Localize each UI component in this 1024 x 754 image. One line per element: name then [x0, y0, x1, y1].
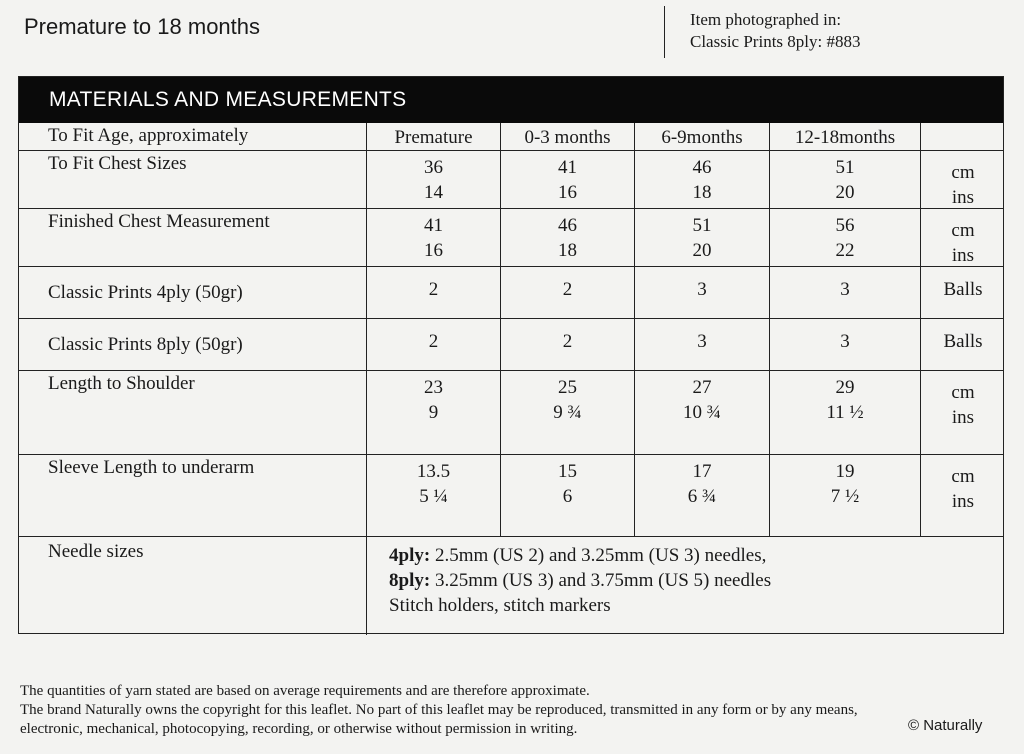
value-line: 23 — [424, 377, 443, 398]
value-line: 3 — [840, 279, 850, 300]
value-line: 9 ¾ — [553, 402, 582, 423]
row-label: Classic Prints 8ply (50gr) — [48, 334, 243, 355]
value-line: 2 — [562, 331, 573, 352]
page-title: Premature to 18 months — [24, 14, 261, 39]
value-line: 22 — [835, 240, 855, 261]
unit-line: cm — [951, 466, 975, 487]
value-cell — [500, 319, 634, 371]
table-row — [19, 150, 1003, 209]
value-cell — [769, 371, 920, 455]
table-row — [19, 370, 1003, 455]
value-line: 11 ½ — [826, 402, 864, 423]
value-cell — [366, 151, 500, 209]
value-cell — [769, 267, 920, 319]
value-line: 2 — [428, 331, 439, 352]
table-row — [19, 266, 1003, 319]
value-cell — [500, 267, 634, 319]
unit-header — [920, 123, 1005, 150]
value-line: 6 — [562, 486, 573, 507]
unit-cell — [920, 371, 1005, 455]
value-cell — [500, 371, 634, 455]
unit-cell — [920, 455, 1005, 537]
materials-table — [18, 76, 1004, 634]
row-label: Sleeve Length to underarm — [48, 457, 255, 478]
row-label: Classic Prints 4ply (50gr) — [48, 282, 243, 303]
value-cell — [769, 319, 920, 371]
value-line: 5 ¼ — [419, 486, 448, 507]
value-line: 3 — [697, 279, 707, 300]
needles-8ply-label: 8ply: — [389, 570, 431, 591]
table-banner: MATERIALS AND MEASUREMENTS — [19, 77, 1003, 123]
footer-notes — [20, 682, 1010, 739]
value-line: 41 — [424, 215, 443, 236]
row-label: To Fit Chest Sizes — [48, 153, 187, 174]
value-line: 56 — [835, 215, 855, 236]
value-line: 51 — [692, 215, 712, 236]
unit-line: cm — [951, 220, 975, 241]
value-cell — [769, 209, 920, 267]
value-line: 20 — [835, 182, 855, 203]
value-cell — [500, 209, 634, 267]
table-row — [19, 536, 1003, 635]
needles-label: Needle sizes — [48, 541, 144, 562]
value-line: 14 — [424, 182, 443, 203]
needles-4ply-label: 4ply: — [389, 545, 431, 566]
needles-8ply-text: 3.25mm (US 3) and 3.75mm (US 5) needles — [430, 570, 772, 591]
unit-cell — [920, 209, 1005, 267]
needles-text — [366, 537, 1005, 635]
table-row — [19, 454, 1003, 537]
value-cell — [769, 151, 920, 209]
unit-line: ins — [951, 187, 975, 208]
needles-line-3: Stitch holders, stitch markers — [389, 595, 611, 616]
value-line: 18 — [558, 240, 577, 261]
value-cell — [634, 319, 769, 371]
needles-line-1 — [389, 543, 1005, 568]
value-cell — [366, 267, 500, 319]
photographed-line-1: Item photographed in: — [690, 10, 842, 29]
unit-line: ins — [951, 407, 975, 428]
unit-cell — [920, 151, 1005, 209]
value-cell — [366, 371, 500, 455]
value-line: 46 — [558, 215, 577, 236]
value-cell — [366, 455, 500, 537]
table-row — [19, 208, 1003, 267]
row-label: Finished Chest Measurement — [48, 211, 270, 232]
value-line: 3 — [697, 331, 707, 352]
value-line: 19 — [835, 461, 855, 482]
value-cell — [634, 151, 769, 209]
value-line: 46 — [692, 157, 712, 178]
value-line: 3 — [840, 331, 850, 352]
value-line: 9 — [428, 402, 439, 423]
value-cell — [634, 371, 769, 455]
unit-line: Balls — [943, 331, 983, 352]
value-cell — [500, 151, 634, 209]
unit-line: ins — [951, 245, 975, 266]
footer-line-2: The brand Naturally owns the copyright for this leaflet. No part of this leaflet may be reproduced, transmitted in any form or by any means, — [20, 702, 858, 718]
value-cell — [634, 209, 769, 267]
value-line: 10 ¾ — [683, 402, 721, 423]
value-cell — [500, 455, 634, 537]
value-line: 2 — [428, 279, 439, 300]
table-row — [19, 123, 1003, 150]
photographed-note — [690, 9, 860, 53]
value-line: 16 — [424, 240, 443, 261]
value-line: 29 — [835, 377, 855, 398]
footer-line-1: The quantities of yarn stated are based on average requirements and are therefore approximate. — [20, 683, 590, 699]
table-row — [19, 318, 1003, 371]
row-label: Length to Shoulder — [48, 373, 195, 394]
value-line: 20 — [692, 240, 712, 261]
value-line: 15 — [558, 461, 577, 482]
value-line: 27 — [692, 377, 712, 398]
unit-line: cm — [951, 162, 975, 183]
needles-line-2 — [389, 568, 1005, 593]
value-line: 41 — [558, 157, 577, 178]
value-line: 13.5 — [416, 461, 451, 482]
photographed-line-2: Classic Prints 8ply: #883 — [690, 32, 861, 51]
needles-4ply-text: 2.5mm (US 2) and 3.25mm (US 3) needles, — [430, 545, 767, 566]
value-line: 6 ¾ — [687, 486, 717, 507]
value-cell — [366, 209, 500, 267]
header-divider — [664, 6, 665, 58]
unit-line: ins — [951, 491, 975, 512]
size-header: Premature — [366, 123, 500, 150]
size-header: 6-9months — [634, 123, 769, 150]
unit-line: cm — [951, 382, 975, 403]
value-line: 2 — [562, 279, 573, 300]
value-line: 36 — [424, 157, 443, 178]
footer-line-3: electronic, mechanical, photocopying, recording, or otherwise without permission in writing. — [20, 721, 578, 737]
value-line: 16 — [558, 182, 577, 203]
value-cell — [634, 267, 769, 319]
value-line: 17 — [692, 461, 712, 482]
value-line: 18 — [692, 182, 712, 203]
value-cell — [634, 455, 769, 537]
size-header: 0-3 months — [500, 123, 634, 150]
copyright: © Naturally — [908, 717, 983, 734]
size-header: 12-18months — [769, 123, 920, 150]
value-cell — [769, 455, 920, 537]
age-label: To Fit Age, approximately — [48, 125, 249, 146]
unit-cell — [920, 319, 1005, 371]
value-cell — [366, 319, 500, 371]
value-line: 51 — [835, 157, 855, 178]
unit-line: Balls — [943, 279, 983, 300]
unit-cell — [920, 267, 1005, 319]
value-line: 7 ½ — [830, 486, 860, 507]
value-line: 25 — [558, 377, 577, 398]
